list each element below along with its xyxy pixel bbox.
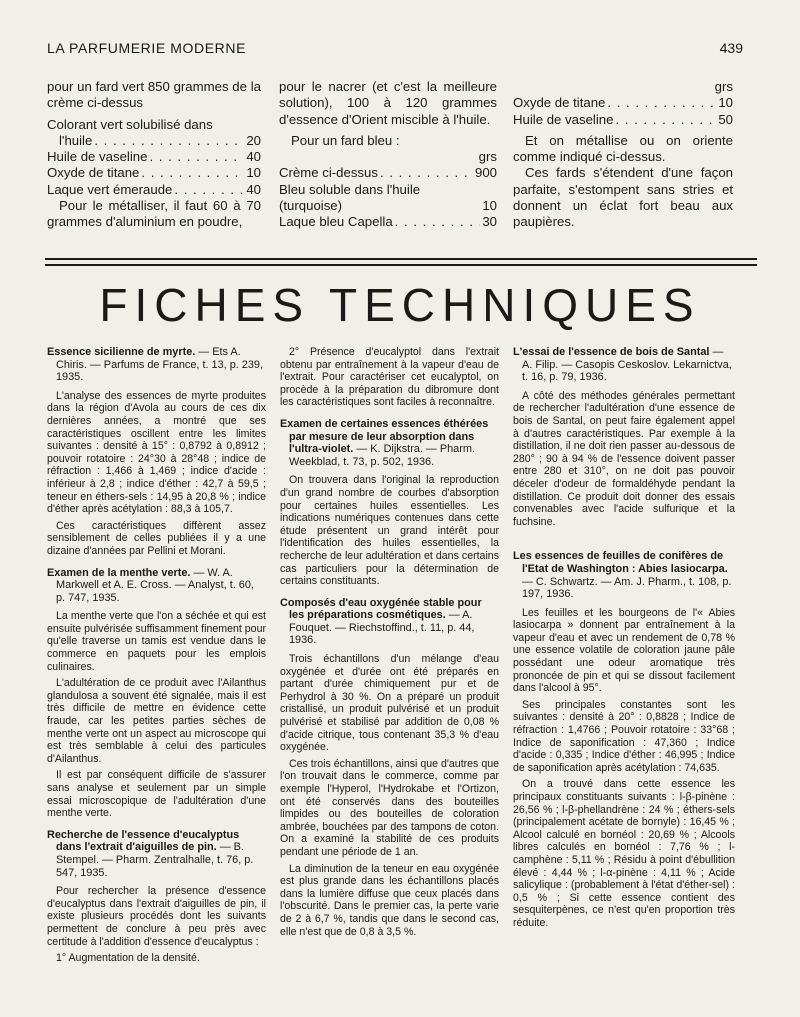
unit-label: grs [714,79,733,94]
recipe-heading: Pour un fard bleu : [291,132,400,148]
paragraph: La menthe verte que l'on a séchée et qui est ensuite pulvérisée suffisamment finement pour qu'elle traverse un tamis est vendue dans le commerce en paquets pour les emplois culinaires. [47,610,266,673]
paragraph: 2° Présence d'eucalyptol dans l'extrait obtenu par entraînement à la vapeur d'eau de l'extrait. Pour caractériser cet eucalyptol, on procède à la préparation du dibromure dont les caractéristiques sont faciles à reconnaître. [280,346,499,409]
paragraph: Pour le métalliser, il faut 60 à 70 grammes d'aluminium en poudre, [47,198,261,230]
article [47,567,266,820]
article-heading: Les essences de feuilles de conifères de l'Etat de Washington : Abies lasiocarpa. — C. Schwartz. — Am. J. Pharm., t. 108, p. 197, 1936. [513,550,732,601]
article [280,597,499,938]
recipe-line: Laque bleu Capella . . . 30 [279,214,497,230]
journal-title: LA PARFUMERIE MODERNE [47,40,247,56]
article-heading: Essence sicilienne de myrte. — Ets A. Chiris. — Parfums de France, t. 13, p. 239, 1935. [47,346,264,384]
paragraph: La diminution de la teneur en eau oxygénée est plus grande dans les échantillons placés dans la lumière diffuse que ceux placés dans l'obscurité. Dans le premier cas, la perte varie de 2 à 6,7 %, tandis que dans le second cas, elle n'est que de 0,8 à 3,5 %. [280,862,499,938]
paragraph: Trois échantillons d'un mélange d'eau oxygénée et d'urée ont été préparés en partant d'urée chimiquement pur et de Perhydrol à 30 %. On a préparé un produit cristallisé, un produit pulvérisé et un produit pulvérisé et stabilisé par addition de 0,08 % d'acide citrique, tous contenant 35,3 % d'eau oxygénée. [280,653,499,754]
paragraph: A côté des méthodes générales permettant de rechercher l'adultération d'une essence de bois de Santal, on peut faire également appel à d'autres caractéristiques. Par exemple à la distillation, il ne doit rien passer au-dessous de 280° ; 90 à 94 % de l'essence doivent passer entre 280 et 310°, on ne doit pas pouvoir déceler d'odeur de formaldéhyde pendant la distillation. Ce produit doit donner des essais convenables avec l'acide sulfurique et la fuchsine. [513,389,735,528]
paragraph: Il est par conséquent difficile de s'assurer sans analyse et seulement par un simple essai microscopique de l'adultération d'une menthe verte. [47,769,266,820]
recipe-line: Crème ci-dessus . . . 900 [279,165,497,181]
article-continuation [280,346,499,409]
article [280,418,499,588]
paragraph: L'adultération de ce produit avec l'Ailanthus glandulosa a souvent été signalée, mais il est très difficile de mettre en évidence cette fraude, car les petites parties sèches de menthe verte ont un aspect au microscope qui est très semblable à celui des particules d'Ailanthus. [47,677,266,765]
article-heading: Composés d'eau oxygénée stable pour les préparations cosmétiques. — A. Fouquet. — Riechstoffind., t. 11, p. 44, 1936. [280,596,482,647]
paragraph: L'analyse des essences de myrte produites dans la région d'Avola au cours de ces dix dernières années, a montré que ses caractéristiques oscillent entre les limites suivantes : densité à 15° : 0,8792 à 0,8912 ; pouvoir rotatoire : 24°30 à 28°48 ; indice de réfraction : 1,466 à 1,469 ; indice d'acide : inférieur à 2,8 ; indice d'éther : 42,7 à 59,5 ; teneur en éthers-sels : 14,95 à 20,8 % ; indice d'éther après acétylation : 88,3 à 105,7. [47,389,266,516]
paragraph: Ses principales constantes sont les suivantes : densité à 20° : 0,8828 ; Indice de réfraction : 1,4766 ; Pouvoir rotatoire : 33°68 ; Indice de saponification : 47,360 ; Indice d'acide : 0,335 ; Indice d'éther : 46,995 ; Indice de saponification après acétylation : 74,635. [513,698,735,774]
article [513,550,735,929]
paragraph: Pour rechercher la présence d'essence d'eucalyptus dans l'extrait d'aiguilles de pin, il existe plusieurs procédés dont les suivants permettent de conclure à peu près avec certitude à l'addition d'essence d'eucalyptus : [47,885,266,948]
recipe-line: Huile de vaseline . . . 40 [47,149,261,165]
top-column-1 [47,79,261,231]
recipe-line: Bleu soluble dans l'huile (turquoise) 10 [279,181,497,214]
paragraph: 1° Augmentation de la densité. [56,952,200,965]
article [47,346,266,558]
paragraph: Ces fards s'étendent d'une façon parfaite, s'estompent sans stries et donnent un éclat fort beau aux paupières. [513,165,733,230]
article-column-2 [280,346,499,947]
paragraph: Ces caractéristiques diffèrent assez sensiblement de celles publiées il y a une dizaine d'années par Pellini et Morani. [47,519,266,557]
recipe-heading: Colorant vert solubilisé dans [47,116,213,132]
paragraph: Ces trois échantillons, ainsi que d'autres que l'on trouvait dans le commerce, comme par exemple l'Hyperol, l'Hydrokabe et l'Ortizon, ont été conservés dans des bouteilles limpides ou des bouteilles de coloration ambrée, bouchées par des tampons de coton. On a examiné la stabilité de ces produits pendant une période de 1 an. [280,757,499,858]
paragraph: pour un fard vert 850 grammes de la crème ci-dessus [47,79,261,111]
recipe-line: Laque vert émeraude . . . 40 [47,182,261,198]
article-column-3 [513,346,735,939]
article-column-1 [47,346,266,974]
article [513,346,735,528]
paragraph: On a trouvé dans cette essence les principaux constituants suivants : l-β-pinène : 26,56 % ; l-β-phellandrène : 24 % ; éthers-sels (principalement acétate de bornyle) : 16,45 % ; Alcool calculé en bornéol : 20,69 % ; Alcools libres calculés en bornéol : 7,76 % ; l-camphène : 5,11 % ; Résidu à point d'ébullition élevé : 4,44 % ; l-α-pinène : 4,11 % ; Acide salicylique : (probablement à l'état d'éther-sel) : 0,5 % ; Si cette essence contient des sesquiterpènes, ce n'est qu'en proportion très réduite. [513,778,735,929]
paragraph: On trouvera dans l'original la reproduction d'un grand nombre de courbes d'absorption pour certaines huiles essentielles. Les indications numériques contenues dans cette étude présentent un grand intérêt pour l'identification des huiles essentielles, la recherche de leur adultération et dans certains cas particuliers pour la détermination de certains constituants. [280,474,499,588]
recipe-line: Oxyde de titane . . . 10 [513,95,733,111]
article-heading: L'essai de l'essence de bois de Santal — A. Filip. — Casopis Ceskoslov. Lekarnictva, t. 16, p. 79, 1936. [513,346,732,384]
article-heading: Examen de certaines essences éthérées par mesure de leur absorption dans l'ultra-violet. — K. Dijkstra. — Pharm. Weekblad, t. 73, p. 502, 1936. [280,417,489,468]
paragraph: Et on métallise ou on oriente comme indiqué ci-dessus. [513,132,733,165]
article-heading: Recherche de l'essence d'eucalyptus dans l'extrait d'aiguilles de pin. — B. Stempel. — Pharm. Zentralhalle, t. 76, p. 547, 1935. [47,828,254,879]
paragraph: pour le nacrer (et c'est la meilleure solution), 100 à 120 grammes d'essence d'Orient miscible à l'huile. [279,79,497,127]
top-column-3 [513,79,733,231]
recipe-line: Oxyde de titane . . . 10 [47,165,261,181]
page-number: 439 [719,40,743,56]
divider-rule [45,264,757,266]
article-heading: Examen de la menthe verte. — W. A. Markwell et A. E. Cross. — Analyst, t. 60, p. 747, 1935. [47,566,254,604]
top-column-2 [279,79,497,231]
recipe-line: l'huile . . . 20 [47,133,261,149]
paragraph: Les feuilles et les bourgeons de l'« Abies lasiocarpa » donnent par entraînement à la vapeur d'eau et avec un rendement de 0,78 % une essence volatile de coloration jaune pâle possédant une odeur aromatique très prononcée de pin et qui se dissout facilement dans l'alcool à 95°. [513,606,735,695]
unit-label: grs [478,149,497,165]
section-title: FICHES TECHNIQUES [99,279,701,331]
article [47,829,266,965]
divider-rule [45,258,757,260]
recipe-line: Huile de vaseline . . . 50 [513,112,733,128]
